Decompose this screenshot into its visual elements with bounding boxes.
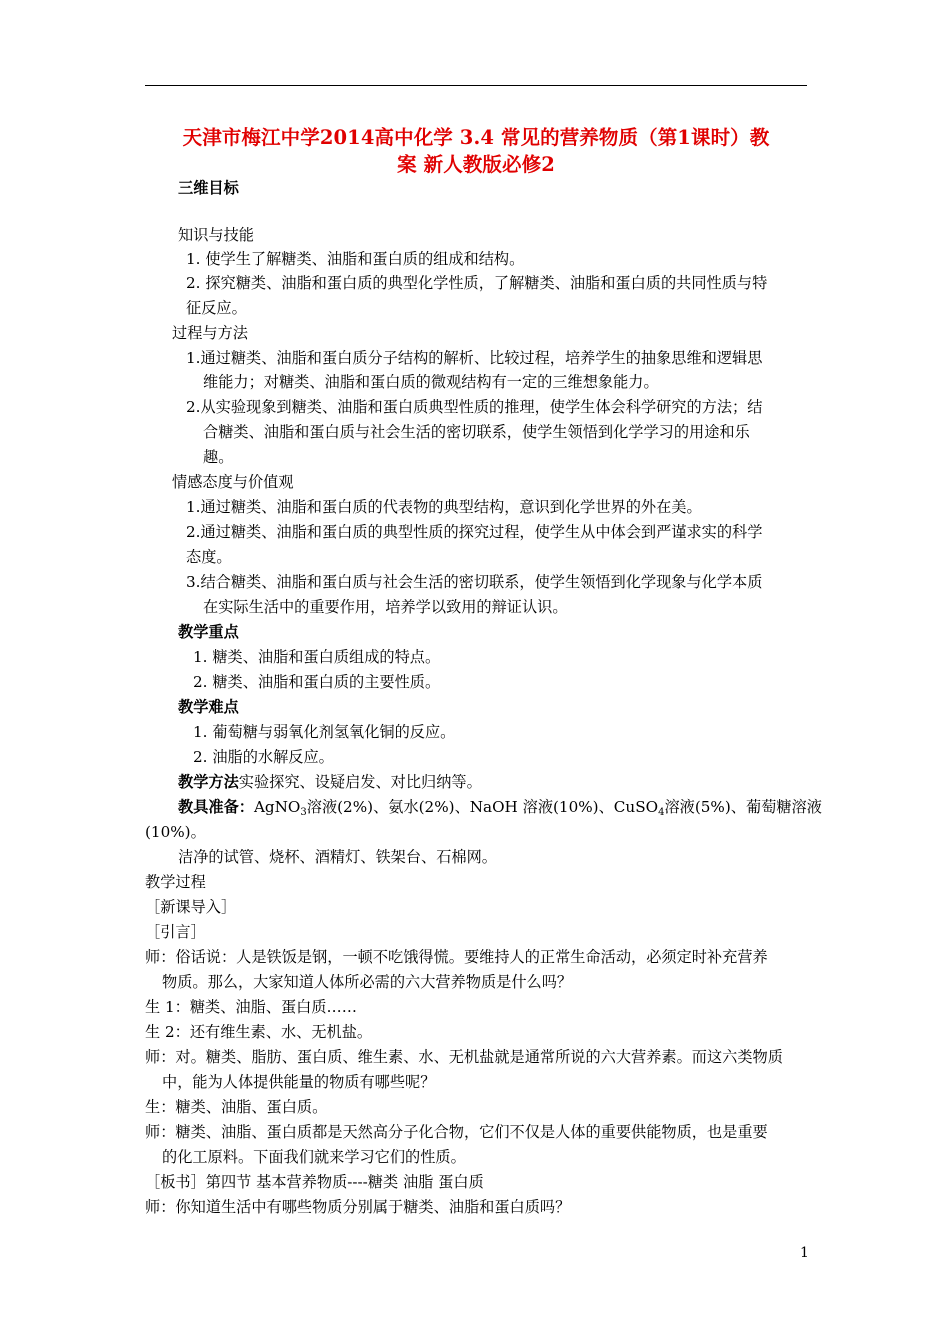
key-point-1: 1. 糖类、油脂和蛋白质组成的特点。 [193, 648, 441, 666]
document-title-line2: 案 新人教版必修2 [397, 153, 555, 176]
header-rule [145, 85, 807, 86]
process-item-1-cont: 维能力；对糖类、油脂和蛋白质的微观结构有一定的三维想象能力。 [203, 373, 659, 391]
teaching-method-text: 实验探究、设疑启发、对比归纳等。 [238, 773, 482, 791]
teaching-method [178, 770, 843, 794]
new-lesson-intro: ［新课导入］ [145, 898, 237, 916]
difficulty-2: 2. 油脂的水解反应。 [193, 748, 334, 766]
heading-process-method: 过程与方法 [172, 324, 248, 342]
emotion-item-3: 3.结合糖类、油脂和蛋白质与社会生活的密切联系，使学生领悟到化学现象与化学本质 [186, 573, 763, 591]
teacher-line-2-cont: 中，能为人体提供能量的物质有哪些呢？ [162, 1073, 436, 1091]
heading-teaching-process: 教学过程 [145, 873, 206, 891]
student-line-3: 生：糖类、油脂、蛋白质。 [145, 1098, 328, 1116]
emotion-item-2: 2.通过糖类、油脂和蛋白质的典型性质的探究过程，使学生从中体会到严谨求实的科学 [186, 523, 763, 541]
student-line-1: 生 1：糖类、油脂、蛋白质…… [145, 998, 357, 1016]
equipment-subscript-4: 4 [658, 807, 665, 818]
emotion-item-3-cont: 在实际生活中的重要作用，培养学以致用的辩证认识。 [203, 598, 568, 616]
difficulty-1: 1. 葡萄糖与弱氧化剂氢氧化铜的反应。 [193, 723, 456, 741]
teacher-line-4: 师：你知道生活中有哪些物质分别属于糖类、油脂和蛋白质吗？ [145, 1198, 571, 1216]
board-note: ［板书］第四节 基本营养物质----糖类 油脂 蛋白质 [145, 1173, 484, 1191]
process-item-1: 1.通过糖类、油脂和蛋白质分子结构的解析、比较过程，培养学生的抽象思维和逻辑思 [186, 349, 763, 367]
heading-key-points: 教学重点 [178, 623, 239, 641]
teacher-line-2: 师：对。糖类、脂肪、蛋白质、维生素、水、无机盐就是通常所说的六大营养素。而这六类物质 [145, 1048, 783, 1066]
equipment-text-1: AgNO [253, 798, 301, 816]
process-item-2-cont: 合糖类、油脂和蛋白质与社会生活的密切联系，使学生领悟到化学学习的用途和乐 [203, 423, 750, 441]
emotion-item-1: 1.通过糖类、油脂和蛋白质的代表物的典型结构，意识到化学世界的外在美。 [186, 498, 702, 516]
teacher-line-3: 师：糖类、油脂、蛋白质都是天然高分子化合物，它们不仅是人体的重要供能物质，也是重要 [145, 1123, 768, 1141]
equipment-cont: (10%)。 [145, 823, 206, 841]
knowledge-item-2: 2. 探究糖类、油脂和蛋白质的典型化学性质，了解糖类、油脂和蛋白质的共同性质与特 [186, 274, 768, 292]
key-point-2: 2. 糖类、油脂和蛋白质的主要性质。 [193, 673, 441, 691]
teaching-method-label: 教学方法 [178, 773, 239, 791]
teacher-line-1-cont: 物质。那么，大家知道人体所必需的六大营养物质是什么吗？ [162, 973, 573, 991]
emotion-item-2-cont: 态度。 [186, 548, 232, 566]
heading-emotion: 情感态度与价值观 [172, 473, 294, 491]
knowledge-item-1: 1. 使学生了解糖类、油脂和蛋白质的组成和结构。 [186, 250, 525, 268]
equipment-list: 洁净的试管、烧杯、酒精灯、铁架台、石棉网。 [178, 848, 497, 866]
heading-difficulties: 教学难点 [178, 698, 239, 716]
page-number: 1 [800, 1245, 809, 1261]
process-item-2: 2.从实验现象到糖类、油脂和蛋白质典型性质的推理，使学生体会科学研究的方法；结 [186, 398, 763, 416]
process-item-2-cont2: 趣。 [203, 448, 234, 466]
equipment-text-2: 溶液(2%)、氨水(2%)、NaOH 溶液(10%)、CuSO [306, 798, 659, 816]
quote-label: ［引言］ [145, 923, 206, 941]
teacher-line-3-cont: 的化工原料。下面我们就来学习它们的性质。 [162, 1148, 466, 1166]
heading-knowledge: 知识与技能 [178, 226, 254, 244]
equipment-subscript-3: 3 [300, 807, 307, 818]
knowledge-item-2-cont: 征反应。 [186, 299, 247, 317]
teacher-line-1: 师：俗话说：人是铁饭是钢，一顿不吃饿得慌。要维持人的正常生命活动，必须定时补充营养 [145, 948, 768, 966]
equipment-label: 教具准备： [178, 798, 254, 816]
heading-three-goals: 三维目标 [178, 179, 239, 197]
document-title-line1: 天津市梅江中学2014高中化学 3.4 常见的营养物质（第1课时）教 [182, 126, 770, 149]
student-line-2: 生 2：还有维生素、水、无机盐。 [145, 1023, 373, 1041]
equipment-text-3: 溶液(5%)、葡萄糖溶液 [664, 798, 822, 816]
